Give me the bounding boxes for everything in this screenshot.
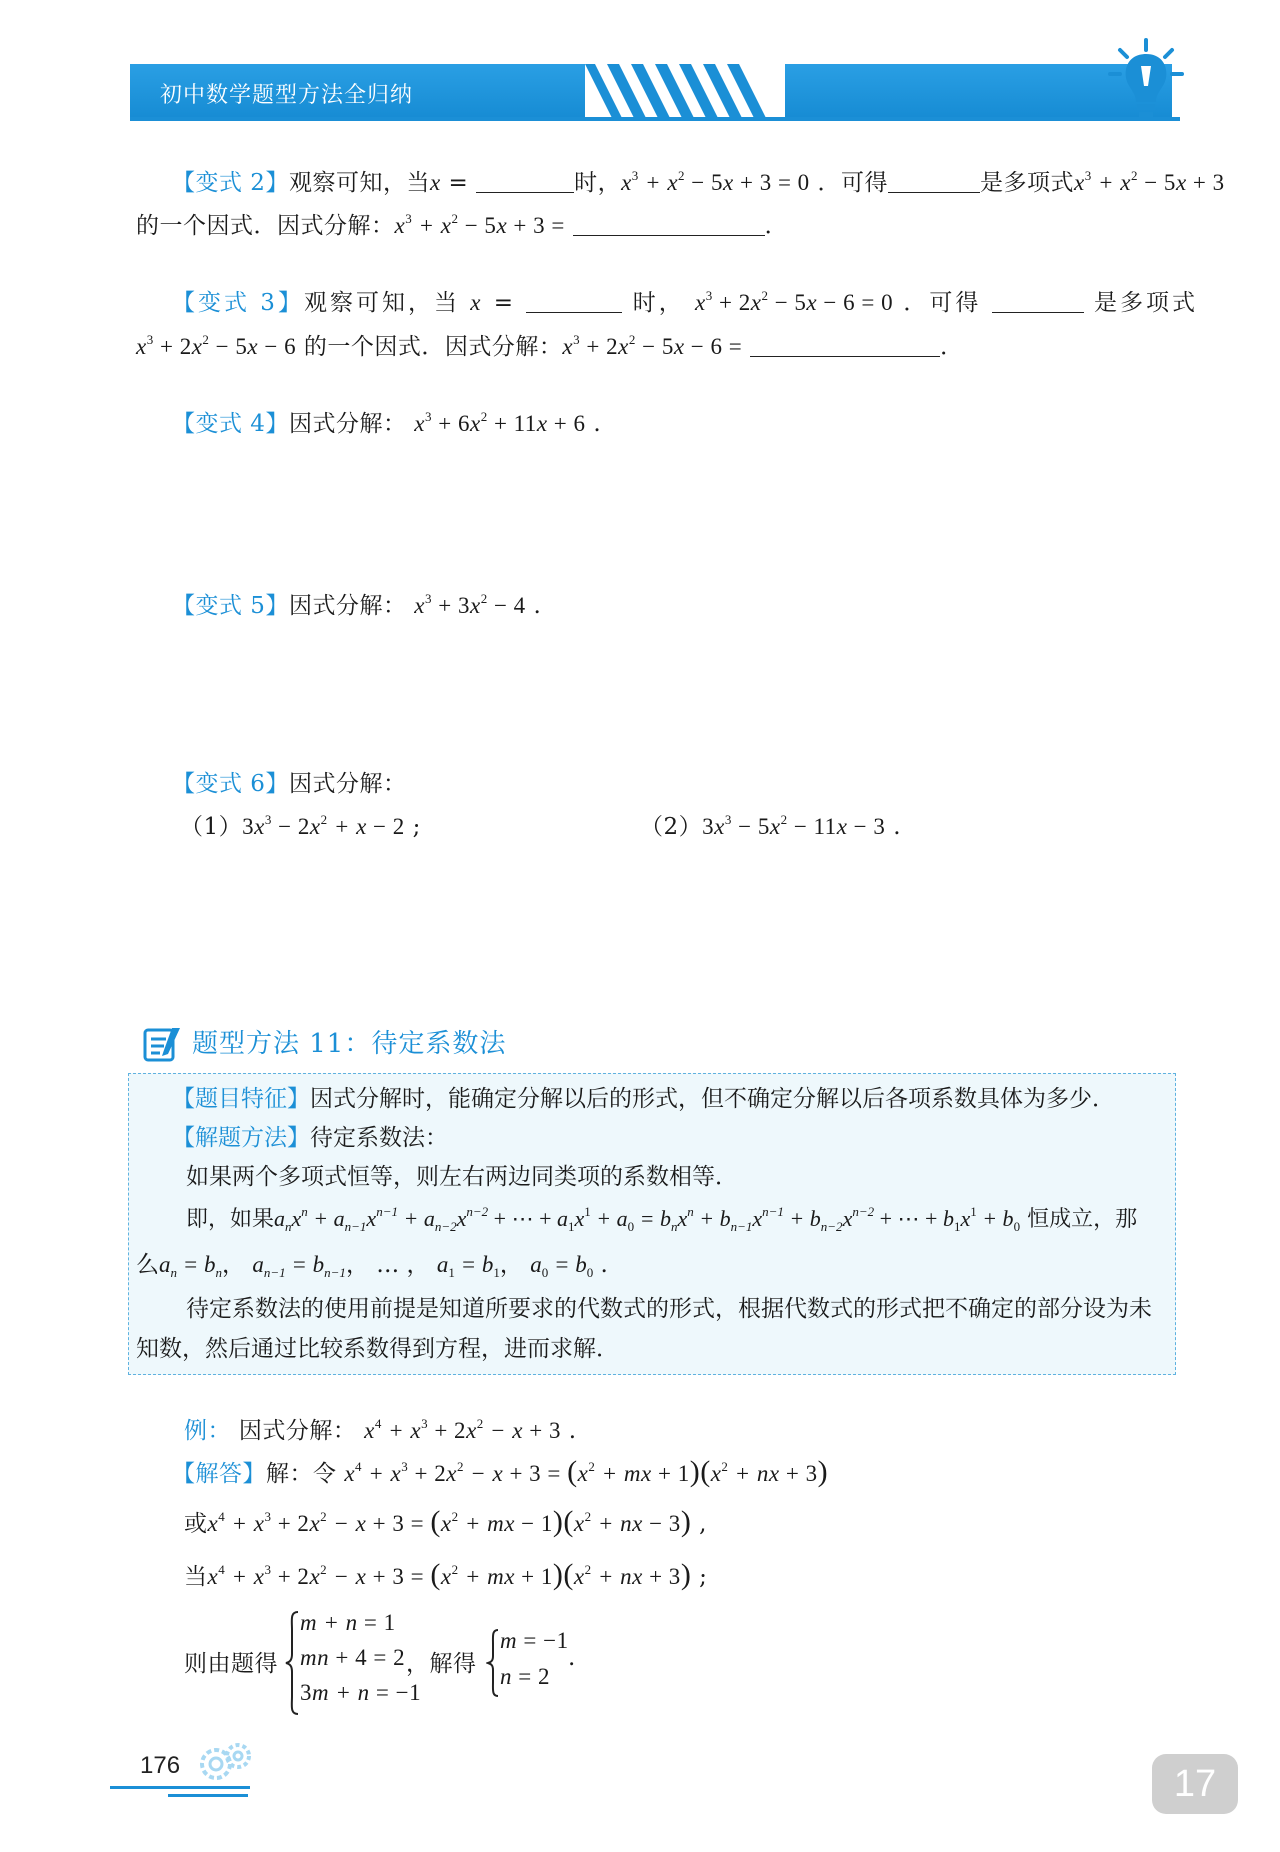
header-stripes xyxy=(585,64,785,120)
answer-line-3: 当$x^4 + x^3 + 2x^2 - x + 3 = (x^2$ + mx + $1)(x^2$ + nx + 3) ; xyxy=(184,1558,708,1591)
solution-1: m = −1 xyxy=(500,1628,569,1653)
method-line-1: 如果两个多项式恒等，则左右两边同类项的系数相等． xyxy=(186,1164,738,1190)
variant-5-tag: 【变式 5】 xyxy=(172,593,289,619)
variant-2-line-2: 的一个因式．因式分解：$x^3 + x^2 - 5x + 3$ = ． xyxy=(136,211,789,239)
solution-period: . xyxy=(568,1645,576,1671)
header-title: 初中数学题型方法全归纳 xyxy=(160,82,414,107)
answer-blank[interactable] xyxy=(992,290,1084,313)
variant-2-tag: 【变式 2】 xyxy=(172,170,289,196)
answer-blank[interactable] xyxy=(476,170,574,193)
lightbulb-icon xyxy=(1108,36,1184,130)
left-brace-2 xyxy=(486,1628,500,1702)
footer-rule-short xyxy=(168,1794,248,1797)
variant-6-tag: 【变式 6】 xyxy=(172,771,289,797)
approach-tag: 【解题方法】 xyxy=(172,1125,310,1151)
then-label: 则由题得 xyxy=(184,1651,278,1677)
solve-label: ，解得 xyxy=(406,1651,477,1677)
feature-tag: 【题目特征】 xyxy=(172,1086,310,1112)
solution-2: n = 2 xyxy=(500,1664,550,1689)
variant-4: 【变式 4】因式分解： $x^3 + 6x^2 + 11x + 6$ . xyxy=(172,409,602,437)
equation-2: mn + 4 = 2 xyxy=(300,1645,406,1670)
header-underline xyxy=(130,117,1180,121)
method-line-5: 知数，然后通过比较系数得到方程，进而求解． xyxy=(136,1336,619,1362)
method-line-2: 即，如果$a_nx^n + a_{n-1}x^{n-1} + a_{n-2}x^{n-2}$ + ⋯ + $a_1x^1 + a_0 = b_nx^n + b_{n-1}x^{n-1} + b_{n-2}x^{n-2}$ + ⋯ + $b_1x^1 + b_0$ 恒成立，那 xyxy=(186,1204,1138,1234)
variant-4-tag: 【变式 4】 xyxy=(172,411,289,437)
page-number: 176 xyxy=(140,1752,181,1779)
answer-line-1: 【解答】解：令 $x^4 + x^3 + 2x^2 - x + 3 = (x^2$ + mx + $1)(x^2$ + nx + 3) xyxy=(172,1455,829,1488)
example-tag: 例： xyxy=(184,1418,231,1444)
answer-line-2: 或$x^4 + x^3 + 2x^2 - x + 3 = (x^2$ + mx − $1)(x^2$ + nx − 3) , xyxy=(184,1505,707,1538)
method-feature: 【题目特征】因式分解时，能确定分解以后的形式，但不确定分解以后各项系数具体为多少． xyxy=(172,1086,1115,1112)
answer-blank[interactable] xyxy=(750,334,940,357)
left-brace xyxy=(284,1610,300,1720)
answer-blank[interactable] xyxy=(573,213,765,236)
method-line-3: 么$a_n = b_n$， $a_{n-1} = b_{n-1}$， … ， $a_1 = b_1$， $a_0 = b_0$ . xyxy=(136,1252,608,1280)
variant-3-line-1: 【变式 3】观察可知，当 x = 时， $x^3 + 2x^2 - 5x - 6 = 0$ ．可得 是多项式 xyxy=(172,288,1199,316)
variant-5: 【变式 5】因式分解： $x^3 + 3x^2 - 4$ . xyxy=(172,591,542,619)
footer-rule xyxy=(110,1786,250,1789)
example-line: 例： 因式分解： $x^4 + x^3 + 2x^2 - x + 3$ . xyxy=(184,1416,577,1444)
variant-6: 【变式 6】因式分解： xyxy=(172,771,407,797)
answer-tag: 【解答】 xyxy=(172,1461,266,1487)
variant-3-line-2: $x^3 + 2x^2 - 5x - 6$ 的一个因式．因式分解：$x^3 + 2x^2 - 5x - 6$ = ． xyxy=(136,332,964,360)
gears-icon xyxy=(198,1738,254,1788)
answer-blank[interactable] xyxy=(888,170,980,193)
method-line-4: 待定系数法的使用前提是知道所要求的代数式的形式，根据代数式的形式把不确定的部分设为未 xyxy=(186,1296,1152,1322)
answer-blank[interactable] xyxy=(526,290,622,313)
method-approach: 【解题方法】待定系数法： xyxy=(172,1125,448,1151)
variant-6-part-2: $(2)3x^3 - 5x^2 - 11x - 3$ . xyxy=(640,812,902,840)
method-title: 题型方法 11：待定系数法 xyxy=(192,1029,507,1059)
equation-1: m + n = 1 xyxy=(300,1610,396,1635)
variant-6-part-1: $(1)3x^3 - 2x^2 + x - 2$ ; xyxy=(180,812,421,840)
variant-3-tag: 【变式 3】 xyxy=(172,290,304,316)
edit-note-icon xyxy=(142,1024,186,1068)
page-badge: 17 xyxy=(1152,1754,1238,1814)
variant-2-line-1: 【变式 2】观察可知，当x = 时，$x^3 + x^2 - 5x + 3 = 0$ ．可得 是多项式$x^3 + x^2 - 5x + 3$ xyxy=(172,168,1225,196)
equation-3: 3m + n = −1 xyxy=(300,1680,422,1705)
